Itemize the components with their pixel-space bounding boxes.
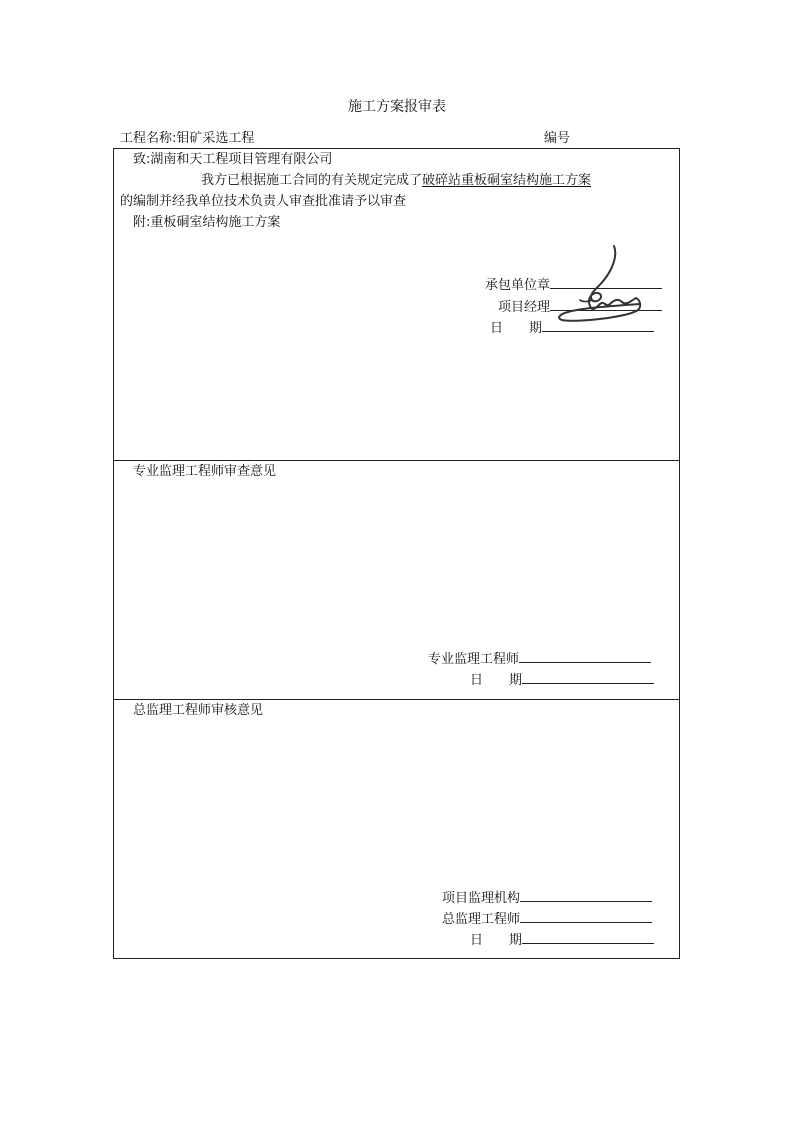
date-label-2: 日 期 bbox=[470, 673, 523, 688]
number-label: 编号 bbox=[544, 131, 571, 146]
submission-body-line2: 的编制并经我单位技术负责人审查批准请予以审查 bbox=[120, 194, 407, 209]
supervision-org-label: 项目监理机构 bbox=[442, 891, 521, 906]
addressee: 致:湖南和天工程项目管理有限公司 bbox=[133, 152, 333, 167]
engineer-sign-label: 专业监理工程师 bbox=[428, 652, 520, 667]
date-line-3 bbox=[522, 931, 654, 944]
date-row-2 bbox=[470, 671, 654, 689]
chief-sign-label: 总监理工程师 bbox=[442, 912, 521, 927]
date-line-2 bbox=[522, 671, 654, 684]
date-row-3 bbox=[470, 931, 654, 949]
project-manager-label: 项目经理 bbox=[498, 300, 551, 315]
submission-body-line1 bbox=[201, 173, 591, 189]
engineer-review-heading: 专业监理工程师审查意见 bbox=[133, 464, 277, 479]
body-prefix: 我方已根据施工合同的有关规定完成了 bbox=[201, 173, 423, 188]
engineer-sign-row bbox=[428, 650, 651, 668]
supervision-org-line bbox=[520, 889, 652, 902]
chief-sign-line bbox=[520, 910, 652, 923]
date-label-1: 日 期 bbox=[490, 321, 543, 336]
date-label-3: 日 期 bbox=[470, 933, 523, 948]
signature-image bbox=[552, 242, 652, 328]
engineer-sign-line bbox=[519, 650, 651, 663]
document-title: 施工方案报审表 bbox=[348, 99, 446, 115]
chief-review-heading: 总监理工程师审核意见 bbox=[133, 703, 264, 718]
supervision-org-row bbox=[442, 889, 652, 907]
project-name: 工程名称:钼矿采选工程 bbox=[120, 131, 255, 146]
attachment: 附:重板硐室结构施工方案 bbox=[133, 215, 281, 230]
chief-sign-row bbox=[442, 910, 652, 928]
plan-name: 破碎站重板硐室结构施工方案 bbox=[422, 173, 592, 188]
contractor-seal-label: 承包单位章 bbox=[485, 278, 551, 293]
